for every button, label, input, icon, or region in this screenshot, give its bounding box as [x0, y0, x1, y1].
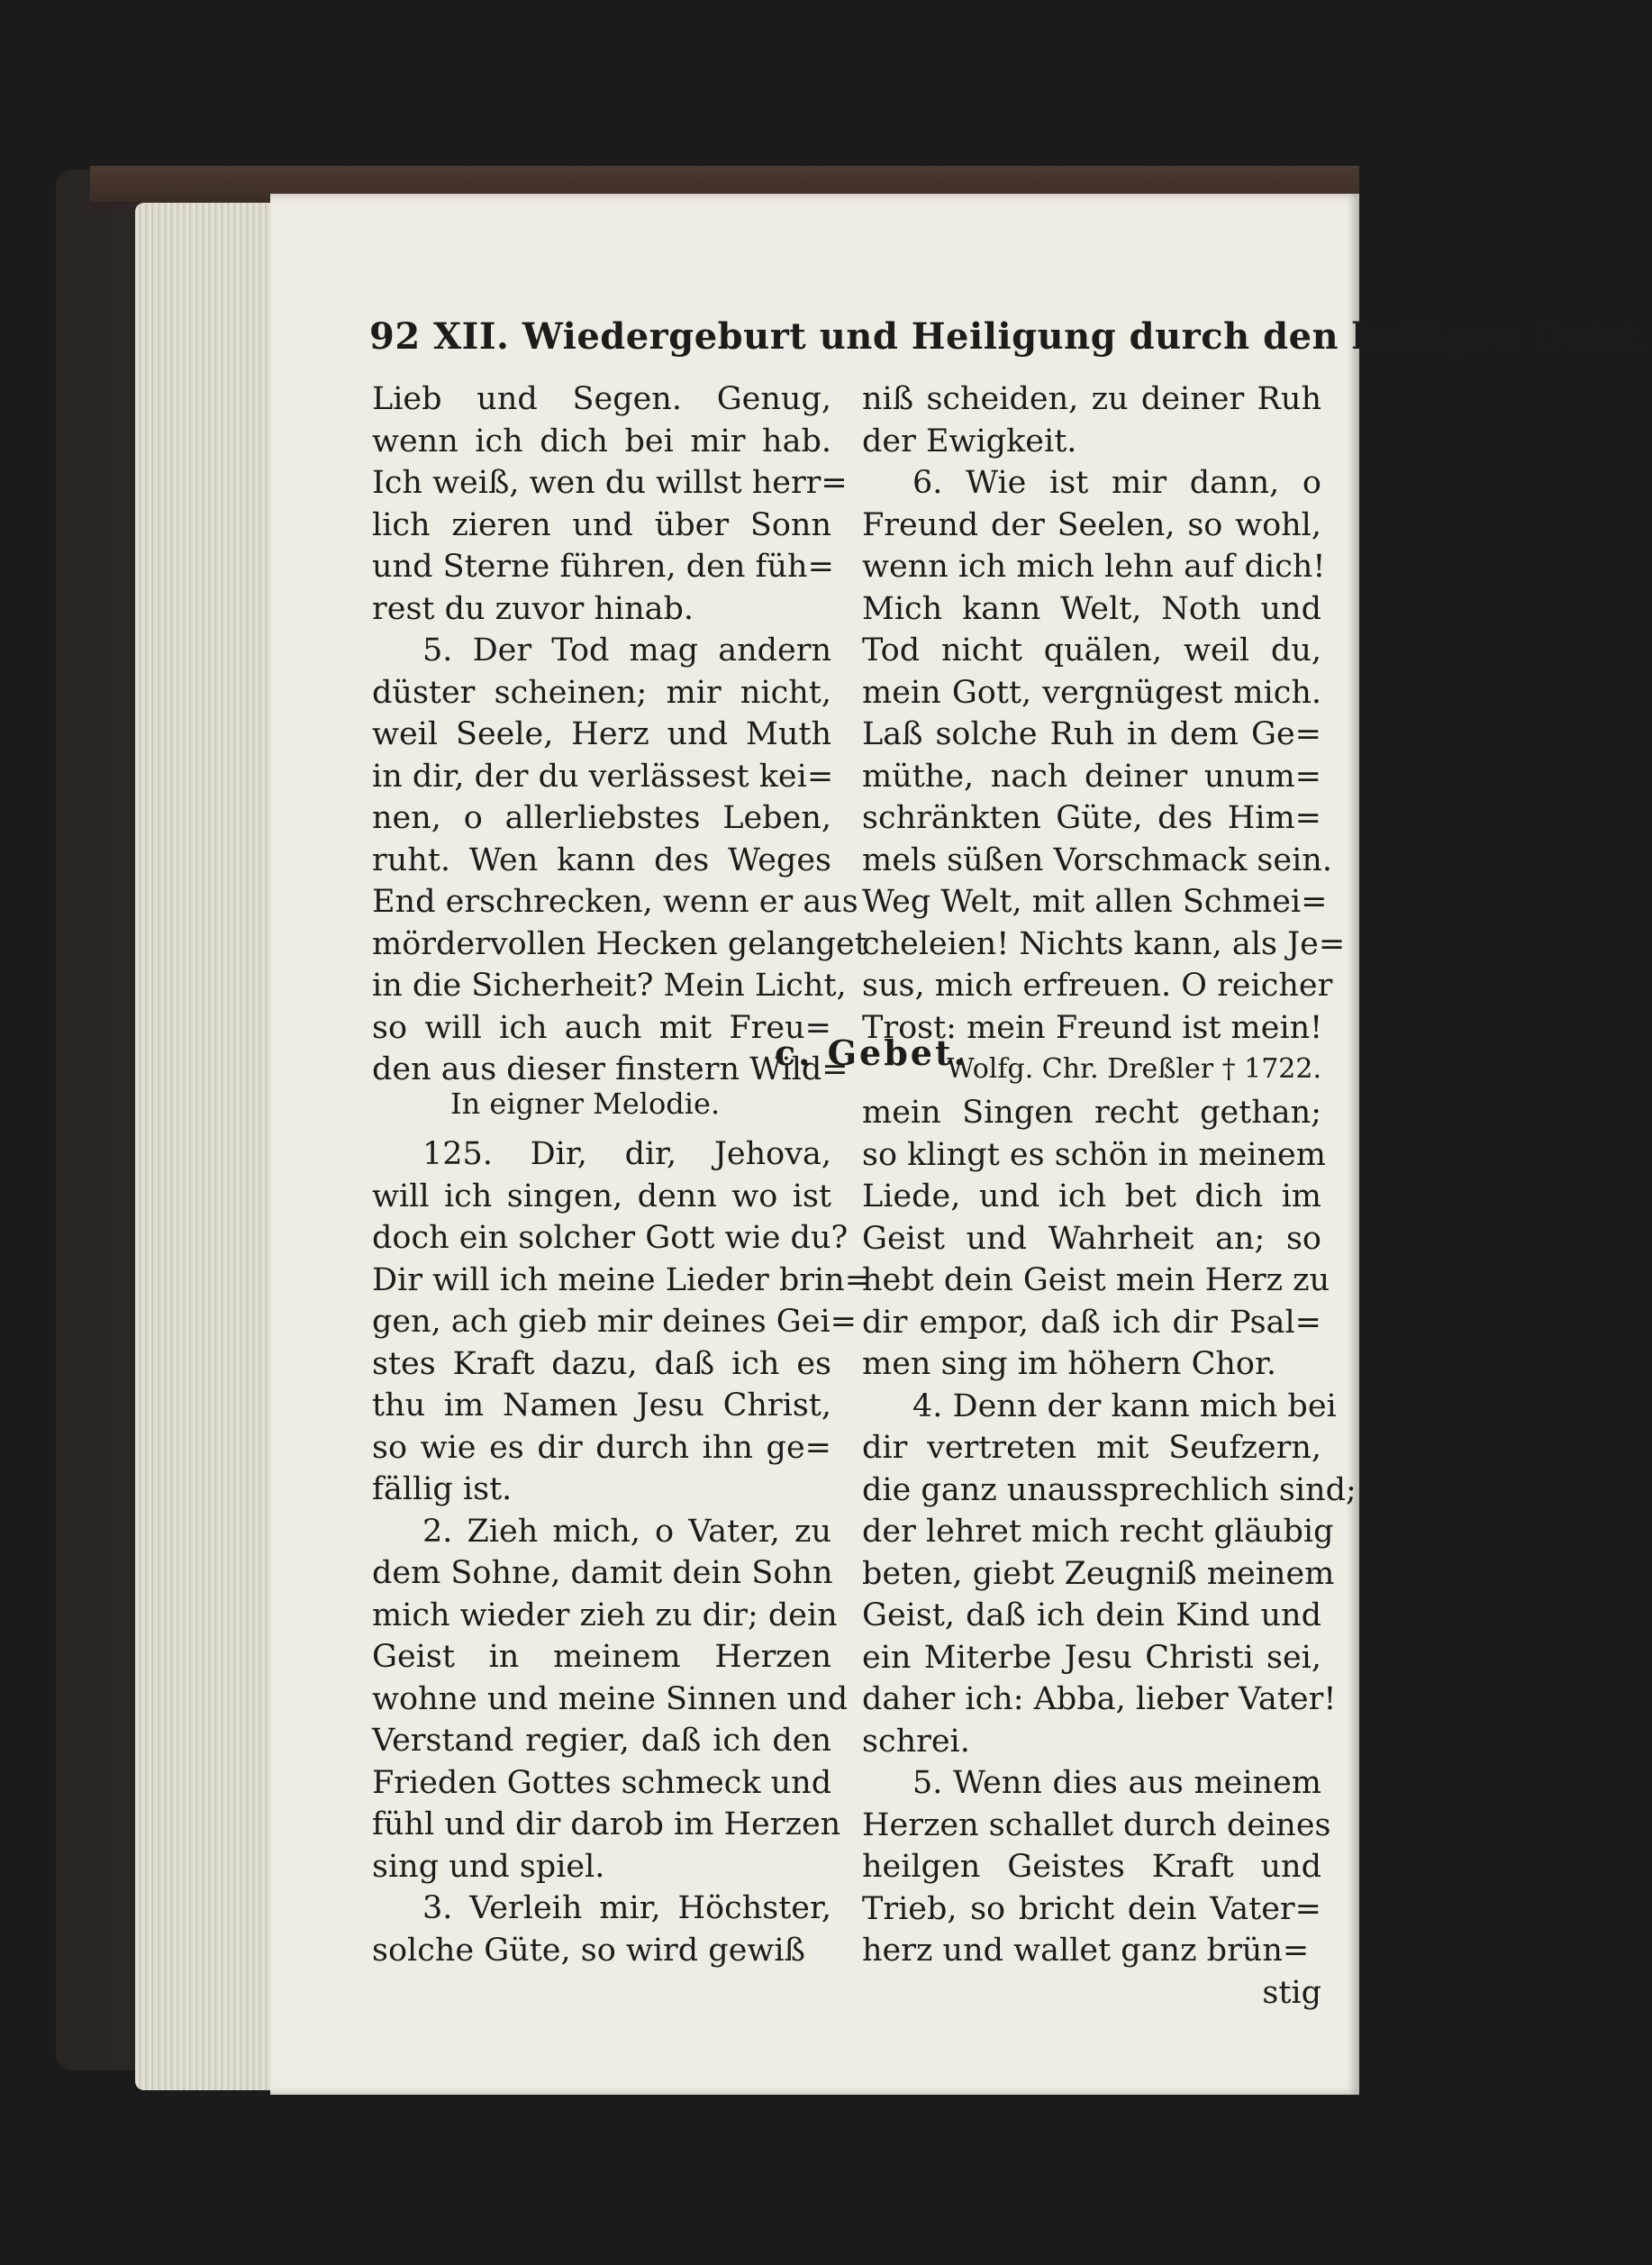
text-line: mein Gott, vergnügest mich.	[862, 674, 1321, 711]
section-heading: c. Gebet.	[775, 1032, 968, 1073]
page-edges	[135, 203, 270, 2090]
text-line: die ganz unaussprechlich sind;	[862, 1471, 1357, 1508]
text-line: gen, ach gieb mir deines Gei=	[372, 1304, 857, 1340]
text-line: schrei.	[862, 1723, 970, 1760]
text-line: der lehret mich recht gläubig	[862, 1514, 1334, 1550]
text-line: wohne und meine Sinnen und	[372, 1680, 849, 1717]
text-line: so wie es dir durch ihn ge=	[372, 1429, 831, 1466]
lower-left-column	[372, 1133, 872, 1971]
text-line: lich zieren und über Sonn	[372, 506, 831, 543]
text-line: men sing im höhern Chor.	[862, 1346, 1276, 1382]
text-line: Laß solche Ruh in dem Ge=	[862, 716, 1321, 752]
text-line: 5. Der Tod mag andern	[422, 632, 831, 669]
text-line: 4. Denn der kann mich bei	[912, 1387, 1337, 1424]
text-line: düster scheinen; mir nicht,	[372, 674, 831, 711]
text-line: Trost: mein Freund ist mein!	[862, 1009, 1323, 1046]
text-line: will ich singen, denn wo ist	[372, 1178, 831, 1214]
text-line: in die Sicherheit? Mein Licht,	[372, 968, 847, 1004]
text-line: Ich weiß, wen du willst herr=	[372, 465, 848, 501]
text-line: herz und wallet ganz brün=	[862, 1933, 1310, 1969]
upper-right-column	[862, 378, 1346, 1091]
text-line: mördervollen Hecken gelanget	[372, 925, 867, 962]
text-line: fällig ist.	[372, 1471, 513, 1507]
text-line: dem Sohne, damit dein Sohn	[372, 1555, 833, 1591]
text-line: schränkten Güte, des Him=	[862, 800, 1321, 836]
text-line: in dir, der du verlässest kei=	[372, 758, 834, 795]
catchword: stig	[1262, 1974, 1321, 2011]
text-line: Geist in meinem Herzen	[372, 1639, 831, 1675]
text-line: wenn ich dich bei mir hab.	[372, 423, 831, 459]
text-line: Lieb und Segen. Genug,	[372, 381, 831, 417]
text-line: 3. Verleih mir, Höchster,	[422, 1890, 831, 1926]
text-line: doch ein solcher Gott wie du?	[372, 1220, 849, 1256]
text-line: wenn ich mich lehn auf dich!	[862, 549, 1326, 585]
text-line: ruht. Wen kann des Weges	[372, 841, 831, 878]
text-line: nen, o allerliebstes Leben,	[372, 800, 831, 836]
text-line: heilgen Geistes Kraft und	[862, 1849, 1321, 1885]
upper-left-column	[372, 378, 867, 1091]
text-line: Weg Welt, mit allen Schmei=	[862, 884, 1328, 920]
text-line: daher ich: Abba, lieber Vater!	[862, 1681, 1337, 1717]
text-line: Dir will ich meine Lieder brin=	[372, 1261, 872, 1298]
text-line: sus, mich erfreuen. O reicher	[862, 968, 1333, 1004]
text-line: Frieden Gottes schmeck und	[372, 1764, 832, 1801]
text-line: weil Seele, Herz und Muth	[372, 716, 831, 752]
text-line: End erschrecken, wenn er aus	[372, 884, 858, 920]
text-line: thu im Namen Jesu Christ,	[372, 1387, 831, 1424]
text-line: Mich kann Welt, Noth und	[862, 590, 1321, 627]
text-line: solche Güte, so wird gewiß	[372, 1932, 805, 1969]
text-line: Tod nicht quälen, weil du,	[862, 632, 1321, 669]
text-line: 2. Zieh mich, o Vater, zu	[422, 1513, 831, 1550]
text-line: so will ich auch mit Freu=	[372, 1009, 831, 1046]
text-line: 6. Wie ist mir dann, o	[912, 465, 1321, 501]
text-line: fühl und dir darob im Herzen	[372, 1806, 841, 1842]
text-line: so klingt es schön in meinem	[862, 1136, 1326, 1173]
hymn-attribution: Wolfg. Chr. Dreßler † 1722.	[946, 1053, 1321, 1085]
text-line: Geist, daß ich dein Kind und	[862, 1597, 1321, 1633]
text-line: Freund der Seelen, so wohl,	[862, 506, 1321, 543]
text-line: mein Singen recht gethan;	[862, 1095, 1321, 1131]
text-line: dir empor, daß ich dir Psal=	[862, 1304, 1321, 1341]
text-line: cheleien! Nichts kann, als Je=	[862, 925, 1346, 962]
text-line: ein Miterbe Jesu Christi sei,	[862, 1639, 1321, 1676]
text-line: stes Kraft dazu, daß ich es	[372, 1345, 831, 1382]
running-head: 92 XII. Wiedergeburt und Heiligung durch den heiligen Geist.	[369, 315, 1652, 358]
text-line: mich wieder zieh zu dir; dein	[372, 1596, 838, 1633]
text-line: rest du zuvor hinab.	[372, 590, 694, 627]
text-line: Trieb, so bricht dein Vater=	[862, 1890, 1321, 1927]
text-line: und Sterne führen, den füh=	[372, 549, 834, 585]
text-line: dir vertreten mit Seufzern,	[862, 1430, 1321, 1466]
text-line: 5. Wenn dies aus meinem	[912, 1765, 1321, 1801]
text-line: den aus dieser finstern Wild=	[372, 1051, 849, 1087]
text-line: Herzen schallet durch deines	[862, 1806, 1331, 1843]
text-line: der Ewigkeit.	[862, 423, 1077, 459]
text-line: 125. Dir, dir, Jehova,	[422, 1136, 831, 1172]
text-line: sing und spiel.	[372, 1848, 605, 1885]
text-line: Geist und Wahrheit an; so	[862, 1220, 1321, 1257]
lower-right-column	[862, 1092, 1357, 2014]
melody-note: In eigner Melodie.	[450, 1087, 721, 1121]
text-line: niß scheiden, zu deiner Ruh	[862, 381, 1321, 417]
text-line: beten, giebt Zeugniß meinem	[862, 1555, 1335, 1592]
text-line: hebt dein Geist mein Herz zu	[862, 1262, 1330, 1298]
text-line: Liede, und ich bet dich im	[862, 1178, 1321, 1214]
text-line: Verstand regier, daß ich den	[372, 1723, 831, 1759]
text-line: mels süßen Vorschmack sein.	[862, 841, 1332, 878]
text-line: müthe, nach deiner unum=	[862, 758, 1321, 795]
